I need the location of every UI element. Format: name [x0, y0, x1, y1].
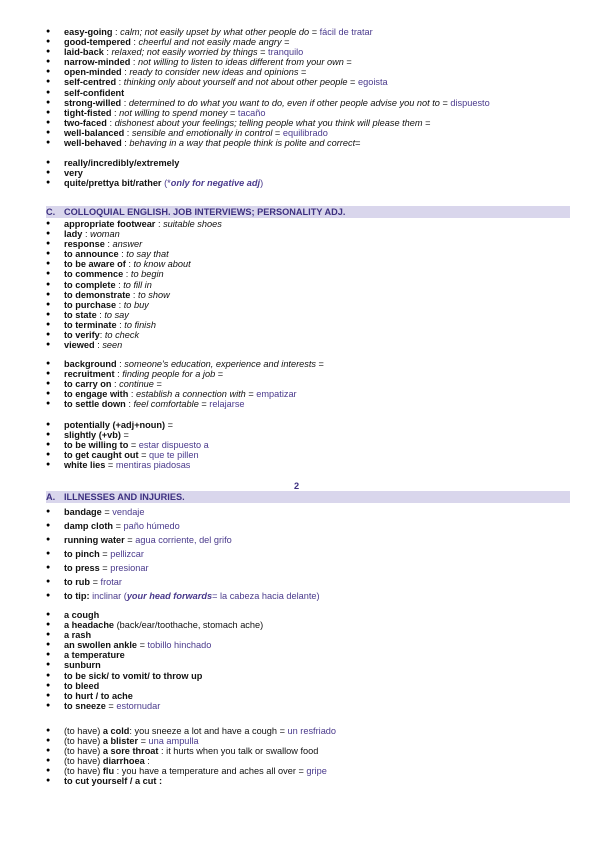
list-item: ● bandage = vendaje [46, 505, 576, 519]
list-item: ● to bleed [46, 681, 576, 691]
list-item: ● (to have) flu : you have a temperature and aches all over = gripe [46, 766, 576, 776]
list-item: ● (to have) a cold: you sneeze a lot and have a cough = un resfriado [46, 726, 576, 736]
list-item: ● well-behaved : behaving in a way that people think is polite and correct= [46, 138, 576, 148]
list-item: ● self-centred : thinking only about yourself and not about other people = egoista [46, 77, 576, 87]
list-item: ● quite/prettya bit/rather (*only for negative adj) [46, 178, 576, 188]
list-item: ● to engage with : establish a connection with = empatizar [46, 389, 576, 399]
section-header-a: A. ILLNESSES AND INJURIES. [46, 491, 570, 503]
list-item: ● to commence : to begin [46, 269, 576, 279]
list-item: ● to pinch = pellizcar [46, 547, 576, 561]
list-item: ● to purchase : to buy [46, 300, 576, 310]
list-item: ● to rub = frotar [46, 575, 576, 589]
list-item: ● to settle down : feel comfortable = relajarse [46, 399, 576, 409]
conditions-list [46, 726, 576, 787]
list-item: ● to demonstrate : to show [46, 290, 576, 300]
list-item: ● recruitment : finding people for a job = [46, 369, 576, 379]
job-interview-list-3 [46, 420, 576, 470]
page-number: 2 [294, 481, 300, 491]
list-item: ● to press = presionar [46, 561, 576, 575]
list-item: ● to be sick/ to vomit/ to throw up [46, 671, 576, 681]
list-item: ● appropriate footwear : suitable shoes [46, 219, 576, 229]
section-header-c: C. COLLOQUIAL ENGLISH. JOB INTERVIEWS; PERSONALITY ADJ. [46, 206, 570, 218]
list-item: ● good-tempered : cheerful and not easily made angry = [46, 37, 576, 47]
job-interview-list-2 [46, 359, 576, 409]
list-item: ● (to have) a blister = una ampulla [46, 736, 576, 746]
list-item: ● potentially (+adj+noun) = [46, 420, 576, 430]
list-item: ● damp cloth = paño húmedo [46, 519, 576, 533]
list-item: ● a rash [46, 630, 576, 640]
list-item: ● viewed : seen [46, 340, 576, 350]
list-item: ● (to have) a sore throat : it hurts when you talk or swallow food [46, 746, 576, 756]
list-item: ● to be aware of : to know about [46, 259, 576, 269]
list-item: ● narrow-minded : not willing to listen to ideas different from your own = [46, 57, 576, 67]
list-item: ● to terminate : to finish [46, 320, 576, 330]
list-item: ● easy-going : calm; not easily upset by what other people do = fácil de tratar [46, 27, 576, 37]
list-item: ● to get caught out = que te pillen [46, 450, 576, 460]
list-item: ● a cough [46, 610, 576, 620]
list-item: ● to sneeze = estornudar [46, 701, 576, 711]
list-item: ● to hurt / to ache [46, 691, 576, 701]
list-item: ● to cut yourself / a cut : [46, 776, 576, 786]
list-item: ● to complete : to fill in [46, 280, 576, 290]
list-item: ● to tip: inclinar (your head forwards= la cabeza hacia delante) [46, 589, 576, 603]
list-item: ● an swollen ankle = tobillo hinchado [46, 640, 576, 650]
list-item: ● a temperature [46, 650, 576, 660]
list-item: ● to be willing to = estar dispuesto a [46, 440, 576, 450]
list-item: ● running water = agua corriente, del grifo [46, 533, 576, 547]
list-item: ● slightly (+vb) = [46, 430, 576, 440]
first-aid-list [46, 505, 576, 603]
list-item: ● well-balanced : sensible and emotionally in control = equilibrado [46, 128, 576, 138]
list-item: ● two-faced : dishonest about your feelings; telling people what you think will please them = [46, 118, 576, 128]
list-item: ● (to have) diarrhoea : [46, 756, 576, 766]
list-item: ● background : someone's education, experience and interests = [46, 359, 576, 369]
list-item: ● really/incredibly/extremely [46, 158, 576, 168]
modifier-list [46, 158, 576, 188]
list-item: ● lady : woman [46, 229, 576, 239]
list-item: ● strong-willed : determined to do what you want to do, even if other people advise you not to = dispuesto [46, 98, 576, 108]
list-item: ● sunburn [46, 660, 576, 670]
list-item: ● tight-fisted : not willing to spend money = tacaño [46, 108, 576, 118]
list-item: ● self-confident [46, 88, 576, 98]
list-item: ● to announce : to say that [46, 249, 576, 259]
job-interview-list [46, 219, 576, 350]
symptoms-list [46, 610, 576, 711]
list-item: ● a headache (back/ear/toothache, stomach ache) [46, 620, 576, 630]
list-item: ● to carry on : continue = [46, 379, 576, 389]
list-item: ● white lies = mentiras piadosas [46, 460, 576, 470]
list-item: ● laid-back : relaxed; not easily worried by things = tranquilo [46, 47, 576, 57]
list-item: ● to state : to say [46, 310, 576, 320]
list-item: ● to verify: to check [46, 330, 576, 340]
list-item: ● response : answer [46, 239, 576, 249]
adjective-list [46, 27, 576, 148]
list-item: ● open-minded : ready to consider new ideas and opinions = [46, 67, 576, 77]
list-item: ● very [46, 168, 576, 178]
